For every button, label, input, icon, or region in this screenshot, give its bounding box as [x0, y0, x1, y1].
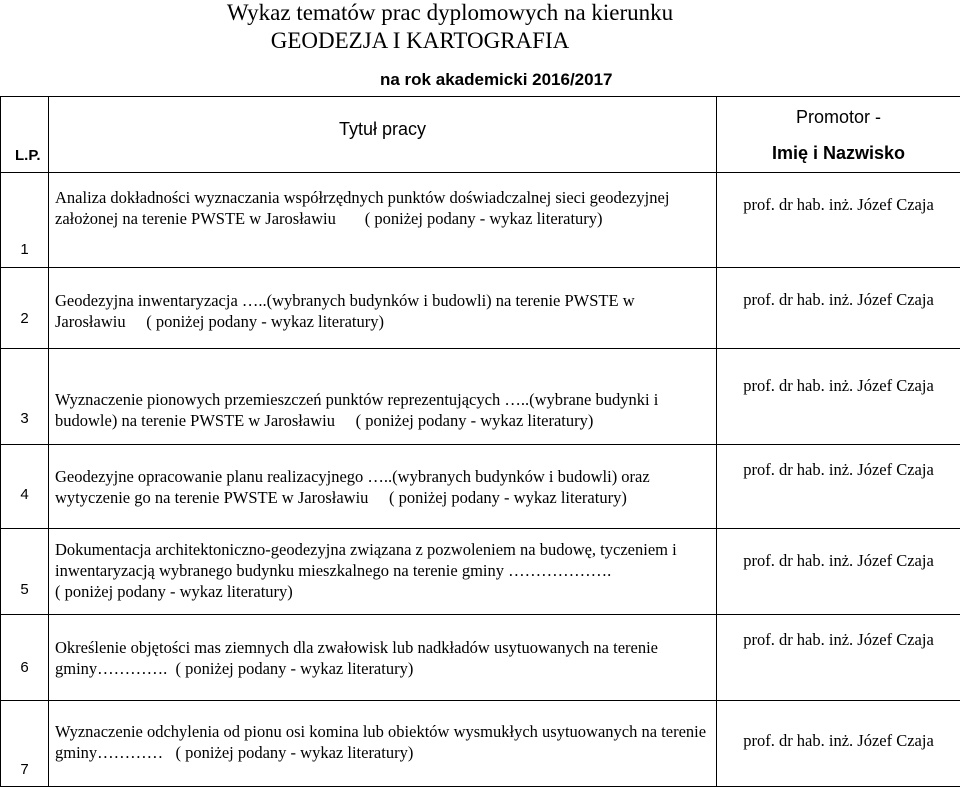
thesis-topics-table	[0, 96, 960, 787]
promotor-cell	[717, 173, 960, 268]
column-header-name: Imię i Nazwisko	[717, 143, 960, 164]
table-row	[1, 349, 960, 445]
row-number: 1	[1, 241, 48, 258]
table-header-row	[1, 97, 960, 173]
topic-title: Wyznaczenie odchylenia od pionu osi komina lub obiektów wysmukłych usytuowanych na terenie gminy…………	[55, 722, 706, 762]
row-number: 6	[1, 659, 48, 676]
topic-title: Geodezyjne opracowanie planu realizacyjnego …..(wybranych budynków i budowli) oraz wytyczenie go na terenie PWSTE w Jarosławiu	[55, 467, 650, 507]
column-header-title: Tytuł pracy	[49, 119, 716, 140]
topic-cell	[49, 349, 717, 445]
topic-cell	[49, 268, 717, 349]
document-title-line1: Wykaz tematów prac dyplomowych na kierunku	[0, 0, 960, 26]
literature-note: ( poniżej podany - wykaz literatury)	[389, 488, 627, 507]
literature-note: ( poniżej podany - wykaz literatury)	[176, 743, 414, 762]
column-header-promotor: Promotor -	[717, 107, 960, 128]
topic-text	[55, 466, 712, 508]
row-number: 3	[1, 410, 48, 427]
promotor-cell	[717, 701, 960, 787]
promotor-name: prof. dr hab. inż. Józef Czaja	[717, 731, 960, 751]
literature-note: ( poniżej podany - wykaz literatury)	[356, 411, 594, 430]
topic-cell	[49, 445, 717, 529]
topic-text	[55, 721, 712, 763]
promotor-name: prof. dr hab. inż. Józef Czaja	[717, 195, 960, 215]
row-number-cell	[1, 268, 49, 349]
row-number: 5	[1, 581, 48, 598]
column-header-lp: L.P.	[15, 147, 41, 164]
table-row	[1, 173, 960, 268]
promotor-cell	[717, 349, 960, 445]
row-number: 2	[1, 310, 48, 327]
promotor-name: prof. dr hab. inż. Józef Czaja	[717, 376, 960, 396]
promotor-cell	[717, 445, 960, 529]
academic-year-subtitle: na rok akademicki 2016/2017	[380, 70, 613, 90]
topic-cell	[49, 529, 717, 615]
table-row	[1, 268, 960, 349]
table-row	[1, 445, 960, 529]
table-row	[1, 529, 960, 615]
table-row	[1, 701, 960, 787]
topic-text	[55, 539, 712, 602]
header-cell-lp	[1, 97, 49, 173]
topic-text	[55, 389, 712, 431]
promotor-cell	[717, 268, 960, 349]
topic-title: Analiza dokładności wyznaczania współrzędnych punktów doświadczalnej sieci geodezyjnej założonej na terenie PWSTE w Jarosławiu	[55, 188, 669, 228]
topic-title: Geodezyjna inwentaryzacja …..(wybranych budynków i budowli) na terenie PWSTE w Jarosławiu	[55, 291, 635, 331]
topic-title: Dokumentacja architektoniczno-geodezyjna związana z pozwoleniem na budowę, tyczeniem i inwentaryzacją wybranego budynku mieszkalnego na terenie gminy ……………….	[55, 540, 677, 580]
topic-title: Wyznaczenie pionowych przemieszczeń punktów reprezentujących …..(wybrane budynki i budowle) na terenie PWSTE w Jarosławiu	[55, 390, 658, 430]
row-number-cell	[1, 445, 49, 529]
table-row	[1, 615, 960, 701]
topic-text	[55, 290, 712, 332]
promotor-name: prof. dr hab. inż. Józef Czaja	[717, 460, 960, 480]
promotor-name: prof. dr hab. inż. Józef Czaja	[717, 551, 960, 571]
promotor-name: prof. dr hab. inż. Józef Czaja	[717, 630, 960, 650]
topic-text	[55, 637, 712, 679]
document-title-line2: GEODEZJA I KARTOGRAFIA	[0, 28, 960, 54]
row-number-cell	[1, 529, 49, 615]
literature-note: ( poniżej podany - wykaz literatury)	[176, 659, 414, 678]
row-number-cell	[1, 701, 49, 787]
promotor-cell	[717, 615, 960, 701]
topic-text	[55, 187, 712, 229]
topic-cell	[49, 173, 717, 268]
row-number: 4	[1, 486, 48, 503]
row-number-cell	[1, 173, 49, 268]
promotor-cell	[717, 529, 960, 615]
promotor-name: prof. dr hab. inż. Józef Czaja	[717, 290, 960, 310]
literature-note: ( poniżej podany - wykaz literatury)	[146, 312, 384, 331]
row-number-cell	[1, 615, 49, 701]
topic-cell	[49, 701, 717, 787]
row-number: 7	[1, 761, 48, 778]
header-cell-promotor	[717, 97, 960, 173]
literature-note: ( poniżej podany - wykaz literatury)	[55, 582, 293, 601]
literature-note: ( poniżej podany - wykaz literatury)	[365, 209, 603, 228]
row-number-cell	[1, 349, 49, 445]
header-cell-title	[49, 97, 717, 173]
topic-cell	[49, 615, 717, 701]
topic-title: Określenie objętości mas ziemnych dla zwałowisk lub nadkładów usytuowanych na terenie gminy………….	[55, 638, 658, 678]
